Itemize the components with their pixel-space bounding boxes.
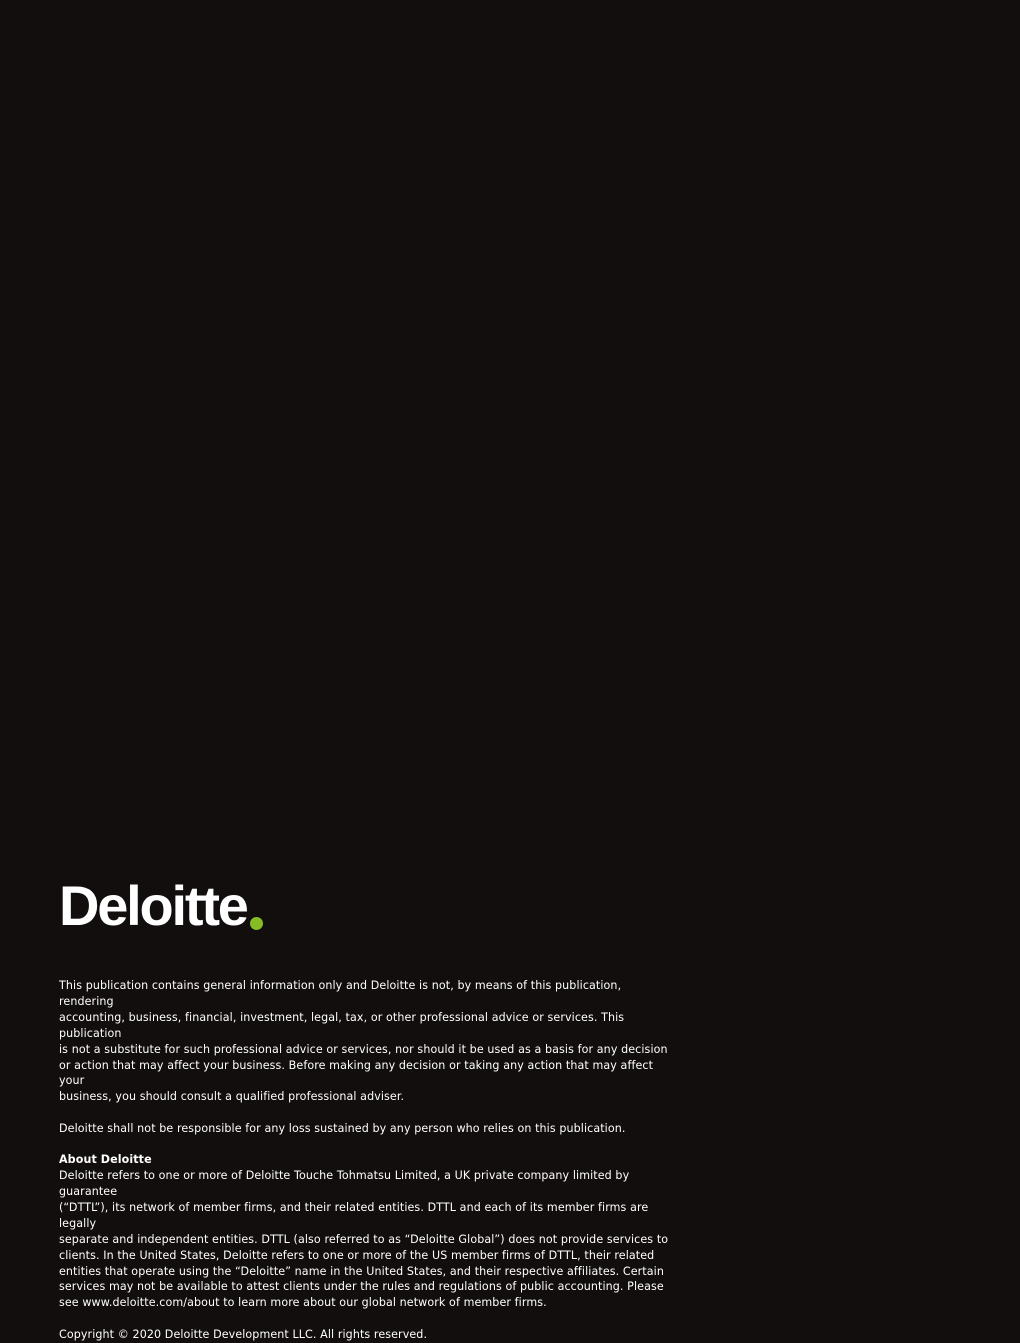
about-paragraph [59, 1152, 679, 1311]
logo-wordmark: Deloitte [59, 874, 247, 937]
liability-paragraph: Deloitte shall not be responsible for any loss sustained by any person who relies on this publication. [59, 1121, 626, 1135]
disclaimer-line: business, you should consult a qualified professional adviser. [59, 1090, 405, 1104]
about-line: services may not be available to attest clients under the rules and regulations of public accounting. Please [59, 1280, 664, 1294]
deloitte-logo [59, 872, 263, 937]
logo-green-dot-icon [250, 917, 263, 930]
disclaimer-line: is not a substitute for such professional advice or services, nor should it be used as a basis for any decision [59, 1042, 668, 1056]
disclaimer-line: accounting, business, financial, investment, legal, tax, or other professional advice or services. This publication [59, 1010, 625, 1040]
about-line: see www.deloitte.com/about to learn more about our global network of member firms. [59, 1296, 547, 1310]
about-line: separate and independent entities. DTTL (also referred to as “Deloitte Global”) does not provide services to [59, 1232, 669, 1246]
legal-text-block [59, 978, 679, 1343]
disclaimer-line: or action that may affect your business. Before making any decision or taking any action that may affect your [59, 1058, 654, 1088]
about-line: Deloitte refers to one or more of Deloitte Touche Tohmatsu Limited, a UK private company limited by guarantee [59, 1169, 630, 1198]
about-heading: About Deloitte [59, 1153, 152, 1167]
copyright-text: Copyright © 2020 Deloitte Development LLC. All rights reserved. [59, 1327, 428, 1341]
about-line: clients. In the United States, Deloitte refers to one or more of the US member firms of DTTL, their related [59, 1248, 655, 1262]
about-line: entities that operate using the “Deloitte” name in the United States, and their respective affiliates. Certain [59, 1264, 664, 1278]
about-line: (“DTTL”), its network of member firms, and their related entities. DTTL and each of its member firms are legally [59, 1200, 649, 1230]
disclaimer-line: This publication contains general information only and Deloitte is not, by means of this publication, rendering [59, 979, 622, 1008]
disclaimer-paragraph [59, 978, 679, 1105]
